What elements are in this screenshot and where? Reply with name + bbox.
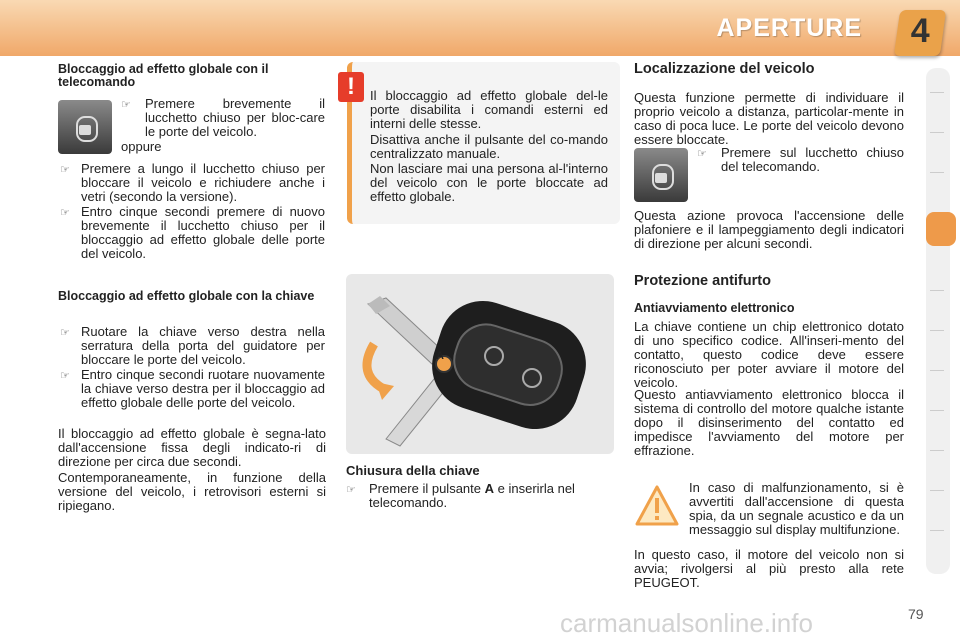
heading-global-lock-remote: Bloccaggio ad effetto globale con il telecomando: [58, 62, 269, 89]
index-tick: [930, 410, 944, 411]
index-tick: [930, 132, 944, 133]
bullet-text: Premere il pulsante A e inserirla nel telecomando.: [369, 481, 575, 510]
lock-button-icon: [58, 100, 112, 154]
heading-antitheft: Protezione antifurto: [634, 273, 771, 289]
bullet-icon: ☞: [60, 370, 70, 382]
key-illustration: [346, 274, 614, 454]
bullet-text: Entro cinque secondi premere di nuovo brevemente il lucchetto chiuso per il bloccaggio ad effetto globale delle porte del veicolo.: [81, 204, 325, 261]
warning-triangle-icon: [634, 484, 680, 528]
lock-button-icon: [634, 148, 688, 202]
paragraph: La chiave contiene un chip elettronico dotato di uno specifico codice. All'inseri-mento del contatto, questo codice deve essere riconosciuto per poter avviare il motore del veicolo.: [634, 319, 904, 390]
bullet-text: Premere brevemente il lucchetto chiuso per bloc-care le porte del veicolo.: [145, 96, 325, 139]
heading-immobiliser: Antiavviamento elettronico: [634, 301, 795, 315]
paragraph: Contemporaneamente, in funzione della versione del veicolo, i retrovisori esterni si ripiegano.: [58, 470, 326, 513]
paragraph: Questa azione provoca l'accensione delle plafoniere e il lampeggiamento degli indicatori di direzione per alcuni secondi.: [634, 208, 904, 251]
paragraph: Questa funzione permette di individuare il proprio veicolo a distanza, particolar-mente in caso di poca luce. Le porte del veicolo devono essere bloccate.: [634, 90, 904, 147]
paragraph: In questo caso, il motore del veicolo non si avvia; rivolgersi al più presto alla rete PEUGEOT.: [634, 547, 904, 590]
bullet-icon: ☞: [346, 484, 356, 496]
folding-key-icon: [346, 274, 614, 454]
bullet-icon: ☞: [60, 164, 70, 176]
bullet-text: Ruotare la chiave verso destra nella serratura della porta del guidatore per bloccare le porte del veicolo.: [81, 324, 325, 367]
index-tick: [930, 330, 944, 331]
chapter-number: 4: [910, 12, 930, 50]
heading-vehicle-locating: Localizzazione del veicolo: [634, 61, 815, 77]
index-tick: [930, 530, 944, 531]
index-tick: [930, 172, 944, 173]
index-tick: [930, 450, 944, 451]
bullet-icon: ☞: [60, 207, 70, 219]
warning-text: Il bloccaggio ad effetto globale del-le porte disabilita i comandi esterni ed interni delle stesse.: [370, 88, 608, 131]
heading-global-lock-key: Bloccaggio ad effetto globale con la chiave: [58, 289, 315, 303]
bullet-text: Premere sul lucchetto chiuso del telecomando.: [721, 145, 904, 174]
exclamation-icon: !: [338, 72, 364, 102]
paragraph: Il bloccaggio ad effetto globale è segna-lato dall'accensione fissa degli indicato-ri di direzione per circa due secondi.: [58, 426, 326, 469]
heading-key-closing: Chiusura della chiave: [346, 463, 480, 478]
page-number: 79: [908, 606, 924, 622]
paragraph: In caso di malfunzionamento, si è avvertiti dall'accensione di questa spia, da un segnale acustico e da un messaggio sul display multifunzione.: [689, 480, 904, 537]
key-button-label: A: [436, 350, 444, 362]
warning-text: Disattiva anche il pulsante del co-mando centralizzato manuale.: [370, 132, 608, 161]
chapter-badge: [894, 10, 946, 56]
bullet-text: Premere a lungo il lucchetto chiuso per bloccare il veicolo e richiudere anche i vetri (secondo la versione).: [81, 161, 325, 204]
index-tick: [930, 92, 944, 93]
index-tick: [930, 370, 944, 371]
active-chapter-tab[interactable]: [926, 212, 956, 246]
bullet-text: Entro cinque secondi ruotare nuovamente la chiave verso destra per il bloccaggio ad effetto globale delle porte del veicolo.: [81, 367, 325, 410]
oppure-text: oppure: [121, 139, 162, 154]
index-tick: [930, 290, 944, 291]
bullet-icon: ☞: [697, 148, 707, 160]
paragraph: Questo antiavviamento elettronico blocca il sistema di controllo del motore qualche istante dopo il disinserimento del contatto ed impedisce l'avviamento del motore per effrazione.: [634, 387, 904, 458]
side-index-bar: [926, 68, 950, 574]
chapter-title: APERTURE: [716, 14, 862, 42]
index-tick: [930, 490, 944, 491]
warning-text: Non lasciare mai una persona al-l'interno del veicolo con le porte bloccate ad effetto globale.: [370, 161, 608, 204]
bullet-icon: ☞: [60, 327, 70, 339]
bullet-icon: ☞: [121, 99, 131, 111]
watermark: carmanualsonline.info: [560, 608, 813, 638]
